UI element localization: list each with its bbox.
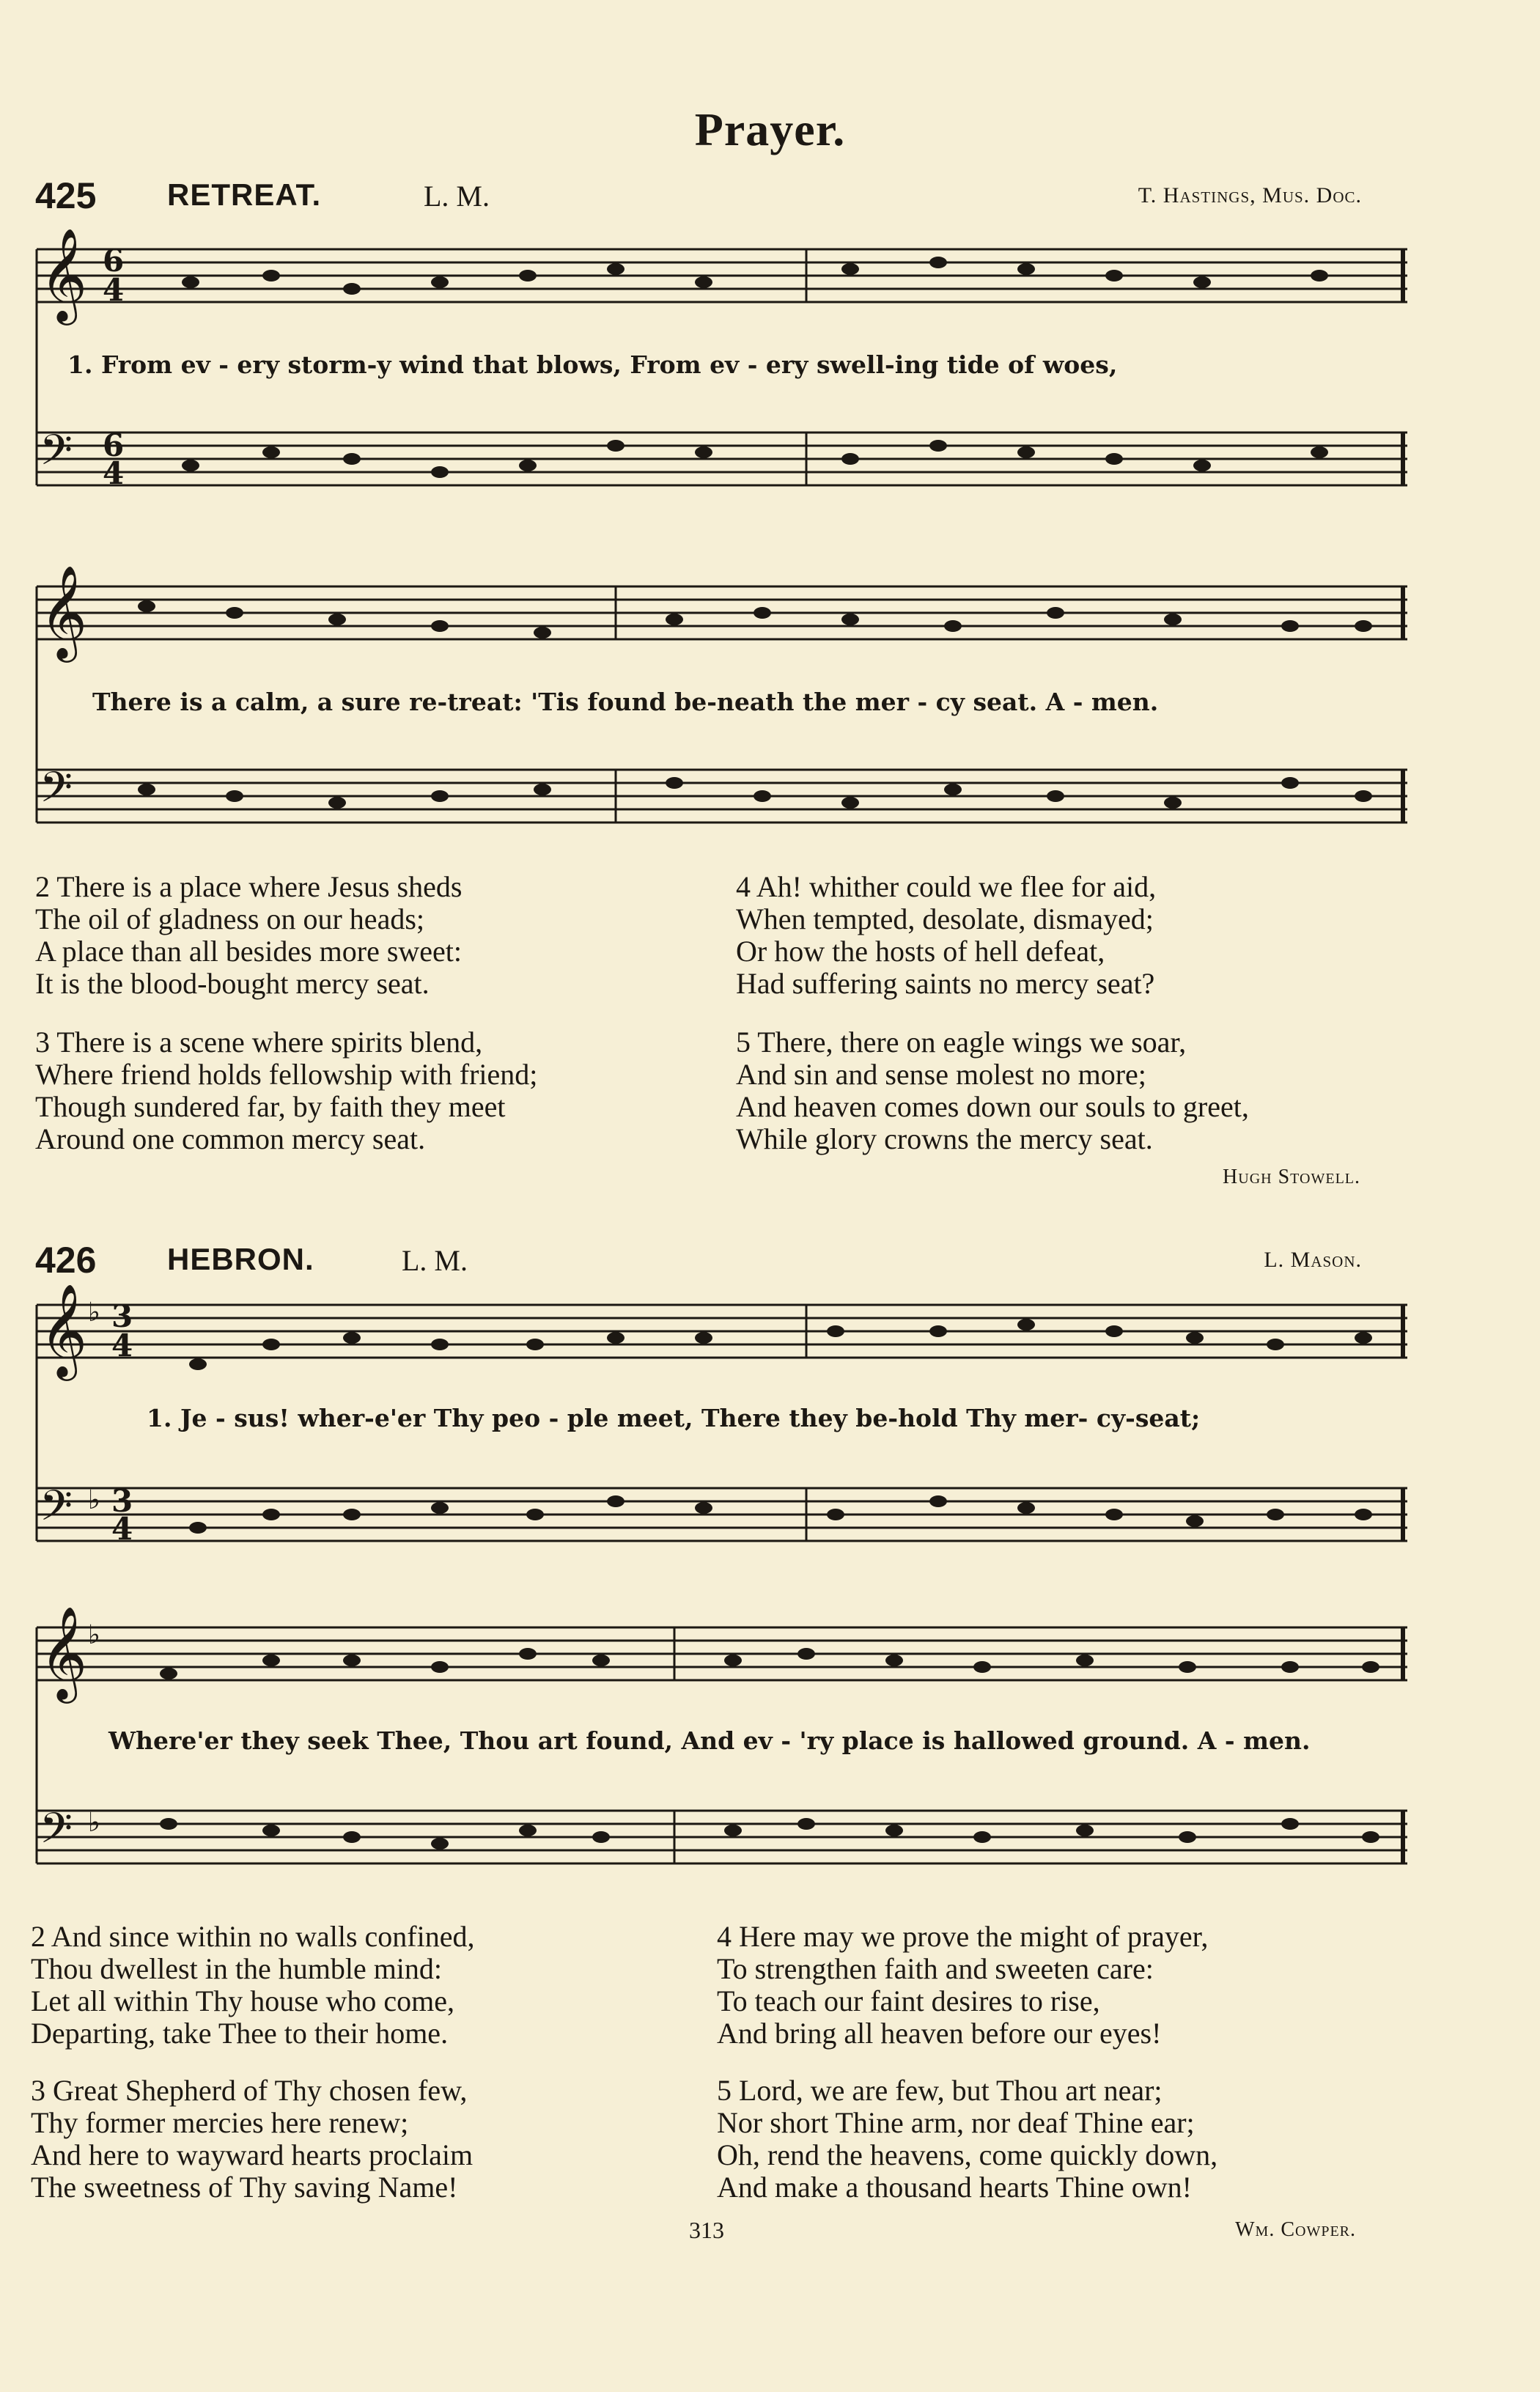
svg-text:3: 3 (111, 1483, 133, 1519)
lyric-line: 1. From ev - ery storm-y wind that blows, From ev - ery swell-ing tide of woes, (67, 350, 1118, 379)
lyric-line: There is a calm, a sure re-treat: 'Tis found be-neath the mer - cy seat. A - men. (92, 688, 1159, 716)
music-system (29, 557, 1415, 865)
verse: 2 And since within no walls confined, Thou dwellest in the humble mind: Let all within Thy house who come, Departing, take Thee to their home. (31, 1920, 475, 2050)
svg-text:♭: ♭ (88, 1808, 100, 1838)
svg-text:𝄞: 𝄞 (40, 1605, 88, 1699)
hymn-number: 426 (35, 1240, 97, 1281)
composer-credit: L. Mason. (1264, 1248, 1362, 1272)
page-number: 313 (689, 2217, 724, 2243)
music-system (29, 1276, 1415, 1583)
author-credit: Wm. Cowper. (1235, 2218, 1356, 2241)
svg-text:4: 4 (111, 1328, 133, 1364)
meter: L. M. (424, 180, 490, 213)
verse: 5 There, there on eagle wings we soar, And sin and sense molest no more; And heaven comes down our souls to greet, While glory crowns the mercy seat. (736, 1026, 1249, 1155)
section-title: Prayer. (694, 103, 846, 155)
verse: 4 Ah! whither could we flee for aid, When tempted, desolate, dismayed; Or how the hosts of hell defeat, Had suffering saints no mercy seat? (736, 870, 1157, 1000)
svg-text:4: 4 (103, 272, 125, 308)
lyric-line: Where'er they seek Thee, Thou art found, And ev - 'ry place is hallowed ground. A - men. (108, 1726, 1311, 1755)
verse: 3 There is a scene where spirits blend, Where friend holds fellowship with friend; Though sundered far, by faith they meet Around one common mercy seat. (35, 1026, 538, 1155)
music-system (29, 220, 1415, 528)
svg-text:𝄞: 𝄞 (40, 1283, 88, 1377)
hymn-number: 425 (35, 175, 97, 216)
author-credit: Hugh Stowell. (1223, 1166, 1360, 1188)
meter: L. M. (402, 1244, 468, 1277)
svg-text:𝄞: 𝄞 (40, 564, 88, 658)
svg-text:𝄢: 𝄢 (40, 1803, 73, 1863)
verse: 4 Here may we prove the might of prayer, To strengthen faith and sweeten care: To teach our faint desires to rise, And bring all heaven before our eyes! (717, 1920, 1209, 2050)
music-system (29, 1598, 1415, 1906)
svg-text:𝄢: 𝄢 (40, 762, 73, 823)
svg-text:𝄞: 𝄞 (40, 227, 88, 321)
verse: 3 Great Shepherd of Thy chosen few, Thy former mercies here renew; And here to wayward hearts proclaim The sweetness of Thy saving Name! (31, 2074, 474, 2204)
svg-text:6: 6 (103, 427, 125, 463)
tune-name: RETREAT. (167, 177, 322, 212)
lyric-line: 1. Je - sus! wher-e'er Thy peo - ple meet, There they be-hold Thy mer- cy-seat; (147, 1404, 1201, 1432)
svg-text:6: 6 (103, 243, 125, 279)
svg-text:♭: ♭ (88, 1620, 100, 1650)
svg-text:3: 3 (111, 1298, 133, 1334)
verse: 5 Lord, we are few, but Thou art near; Nor short Thine arm, nor deaf Thine ear; Oh, rend the heavens, come quickly down, And make a thousand hearts Thine own! (717, 2074, 1218, 2204)
verse: 2 There is a place where Jesus sheds The oil of gladness on our heads; A place than all besides more sweet: It is the blood-bought mercy seat. (35, 870, 463, 1000)
svg-text:4: 4 (111, 1511, 133, 1547)
svg-text:𝄢: 𝄢 (40, 1481, 73, 1541)
composer-credit: T. Hastings, Mus. Doc. (1138, 183, 1362, 207)
svg-text:♭: ♭ (88, 1485, 100, 1515)
svg-text:𝄢: 𝄢 (40, 425, 73, 485)
tune-name: HEBRON. (167, 1242, 314, 1276)
svg-text:4: 4 (103, 455, 125, 491)
svg-text:♭: ♭ (88, 1298, 100, 1328)
